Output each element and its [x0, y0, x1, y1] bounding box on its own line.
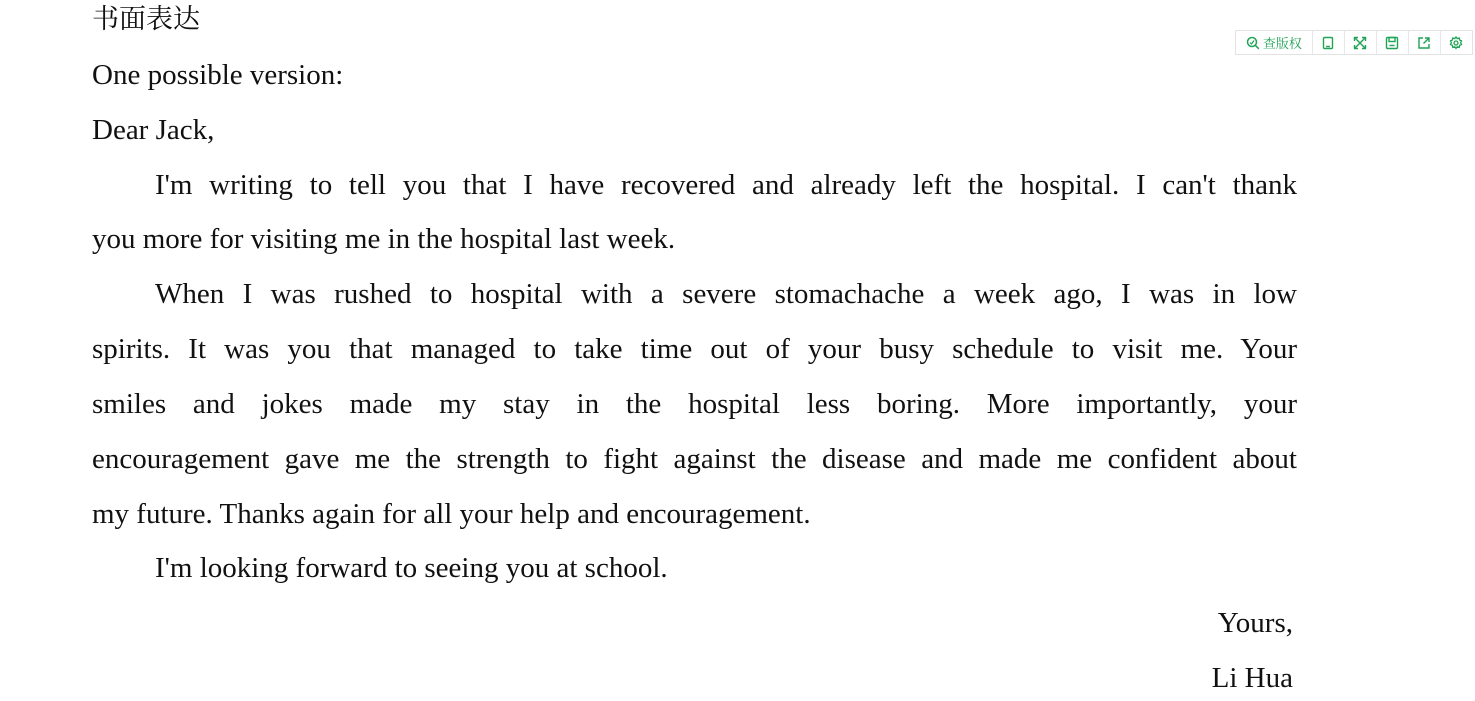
paragraph-2-line-5: my future. Thanks again for all your help and encouragement. — [92, 498, 811, 530]
page-icon — [1321, 36, 1335, 50]
closing: Yours, — [1217, 607, 1293, 639]
share-icon — [1417, 36, 1431, 50]
fullscreen-icon — [1353, 36, 1367, 50]
check-copyright-button[interactable] — [1236, 31, 1313, 54]
search-icon — [1246, 36, 1260, 50]
save-icon — [1385, 36, 1399, 50]
save-button[interactable] — [1377, 31, 1409, 54]
share-button[interactable] — [1409, 31, 1441, 54]
paragraph-2-line-3: smiles and jokes made my stay in the hospital less boring. More importantly, your — [92, 388, 1297, 420]
section-heading: 书面表达 — [92, 4, 200, 35]
intro-line: One possible version: — [92, 59, 344, 91]
paragraph-1-line-2: you more for visiting me in the hospital last week. — [92, 223, 676, 255]
check-copyright-label: 查版权 — [1262, 37, 1302, 52]
page-view-button[interactable] — [1313, 31, 1345, 54]
paragraph-3-line-1: I'm looking forward to seeing you at school. — [155, 552, 668, 584]
paragraph-2-line-2: spirits. It was you that managed to take time out of your busy schedule to visit me. Your — [92, 333, 1297, 365]
signature: Li Hua — [1211, 662, 1293, 694]
document-toolbar — [1235, 30, 1473, 55]
settings-button[interactable] — [1441, 31, 1472, 54]
paragraph-1-line-1: I'm writing to tell you that I have recovered and already left the hospital. I can't thank — [155, 169, 1297, 201]
salutation: Dear Jack, — [92, 114, 215, 146]
gear-icon — [1449, 36, 1463, 50]
paragraph-2-line-1: When I was rushed to hospital with a severe stomachache a week ago, I was in low — [155, 278, 1297, 310]
fullscreen-button[interactable] — [1345, 31, 1377, 54]
paragraph-2-line-4: encouragement gave me the strength to fight against the disease and made me confident about — [92, 443, 1297, 475]
